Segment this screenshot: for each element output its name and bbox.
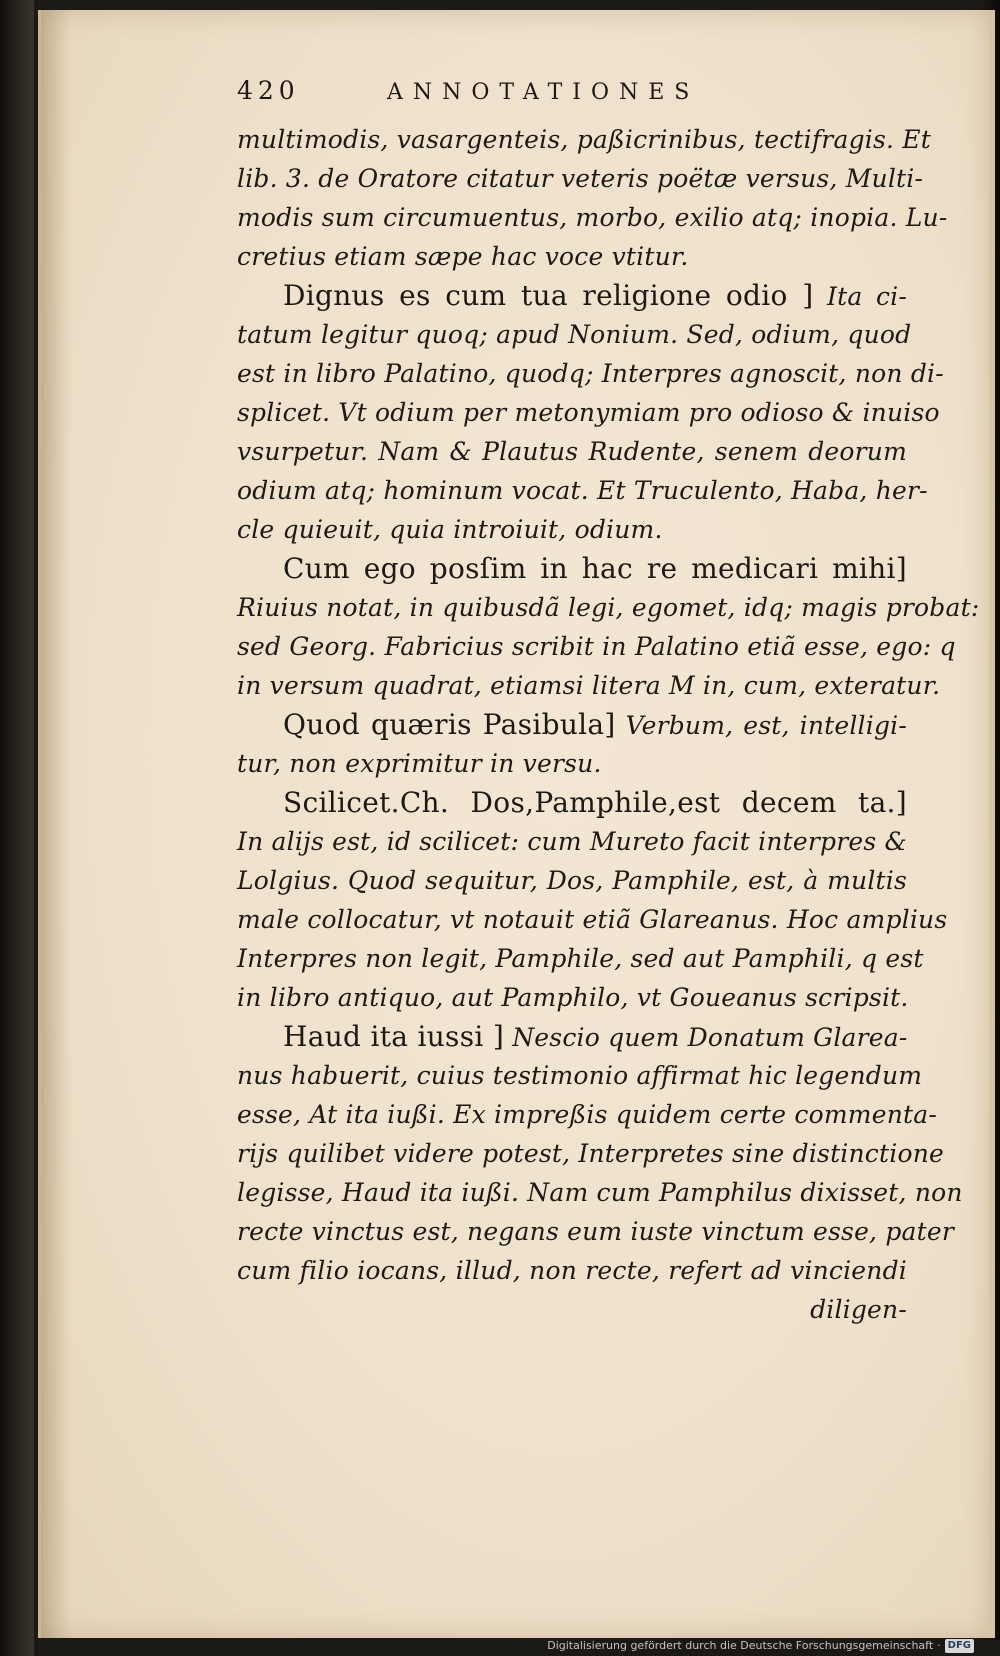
digitization-credit (547, 1638, 974, 1654)
text-line (237, 861, 907, 900)
line-text: cum filio iocans, illud, non recte, refert ad vinciendi (237, 1256, 907, 1285)
line-text: rijs quilibet videre potest, Interpretes sine distinctione (237, 1139, 944, 1168)
line-text: diligen- (810, 1295, 907, 1324)
text-line (237, 627, 956, 666)
text-line (237, 588, 980, 627)
book-binding-edge (0, 0, 34, 1656)
line-text: est in libro Palatino, quodq; Interpres agnoscit, non di- (237, 359, 944, 388)
lemma-line (237, 549, 907, 588)
line-text: Lolgius. Quod sequitur, Dos, Pamphile, est, à multis (237, 866, 907, 895)
line-text: cle quieuit, quia introiuit, odium. (237, 515, 663, 544)
line-text: nus habuerit, cuius testimonio affirmat hic legendum (237, 1061, 923, 1090)
lemma-commentary: Ita ci- (813, 282, 908, 311)
text-line (237, 1173, 963, 1212)
line-text: legisse, Haud ita iußi. Nam cum Pamphilus dixisset, non (237, 1178, 963, 1207)
lemma-commentary: Nescio quem Donatum Glarea- (504, 1023, 908, 1052)
text-line (237, 315, 912, 354)
lemma-line (237, 276, 907, 315)
text-line (237, 1056, 923, 1095)
lemma-commentary: Verbum, est, intelligi- (615, 711, 907, 740)
page-number: 420 (237, 76, 300, 105)
dfg-logo: DFG (945, 1639, 974, 1653)
text-line (237, 1134, 944, 1173)
page-text-block (237, 76, 980, 1329)
line-text: lib. 3. de Oratore citatur veteris poëtæ versus, Multi- (237, 164, 924, 193)
lemma-heading: Haud ita iussi ] (283, 1020, 505, 1053)
line-text: tur, non exprimitur in versu. (237, 749, 602, 778)
text-line (237, 939, 924, 978)
text-line (237, 1212, 955, 1251)
lemma-heading: Quod quæris Pasibula] (283, 708, 616, 741)
line-text: cretius etiam sæpe hac voce vtitur. (237, 242, 689, 271)
text-line (237, 354, 944, 393)
text-line (237, 159, 924, 198)
line-text: recte vinctus est, negans eum iuste vinctum esse, pater (237, 1217, 955, 1246)
line-text: male collocatur, vt notauit etiã Glareanus. Hoc amplius (237, 905, 948, 934)
text-line (237, 744, 907, 783)
text-line (237, 510, 907, 549)
text-line (237, 978, 907, 1017)
text-line (237, 1251, 907, 1290)
line-text: In alijs est, id scilicet: cum Mureto facit interpres & (237, 827, 907, 856)
line-text: in libro antiquo, aut Pamphilo, vt Goueanus scripsit. (237, 983, 909, 1012)
text-line (237, 1095, 937, 1134)
line-text: splicet. Vt odium per metonymiam pro odioso & inuiso (237, 398, 940, 427)
credit-separator: · (937, 1639, 941, 1652)
text-line (237, 471, 928, 510)
text-line (237, 432, 907, 471)
page-header (237, 76, 907, 120)
line-text: Riuius notat, in quibusdã legi, egomet, idq; magis probat: (237, 593, 980, 622)
text-line (237, 822, 907, 861)
text-line (237, 900, 948, 939)
line-text: esse, At ita iußi. Ex impreßis quidem certe commenta- (237, 1100, 937, 1129)
line-text: sed Georg. Fabricius scribit in Palatino etiã esse, ego: q (237, 632, 956, 661)
lemma-line (237, 705, 907, 744)
text-line (237, 237, 907, 276)
line-text: tatum legitur quoq; apud Nonium. Sed, odium, quod (237, 320, 912, 349)
lemma-heading: Cum ego posſim in hac re medicari mihi] (283, 552, 907, 585)
text-line (237, 393, 940, 432)
line-text: multimodis, vasargenteis, paßicrinibus, tectifragis. Et (237, 125, 931, 154)
line-text: Interpres non legit, Pamphile, sed aut Pamphili, q est (237, 944, 924, 973)
text-line (237, 198, 948, 237)
text-line (237, 666, 941, 705)
line-text: modis sum circumuentus, morbo, exilio atq; inopia. Lu- (237, 203, 948, 232)
line-text: vsurpetur. Nam & Plautus Rudente, senem deorum (237, 437, 907, 466)
lemma-line (237, 783, 907, 822)
credit-text: Digitalisierung gefördert durch die Deutsche Forschungsgemeinschaft (547, 1639, 934, 1652)
lemma-line (237, 1017, 907, 1056)
line-text: odium atq; hominum vocat. Et Truculento, Haba, her- (237, 476, 928, 505)
lemma-heading: Dignus es cum tua religione odio ] (283, 279, 814, 312)
text-line (237, 120, 931, 159)
lemma-heading: Scilicet.Ch. Dos,Pamphile,est decem ta.] (283, 786, 907, 819)
running-title: ANNOTATIONES (387, 80, 700, 105)
page-body (237, 120, 980, 1329)
page-gutter-shadow (41, 10, 71, 1638)
line-text: in versum quadrat, etiamsi litera M in, cum, exteratur. (237, 671, 941, 700)
text-line (237, 1290, 907, 1329)
